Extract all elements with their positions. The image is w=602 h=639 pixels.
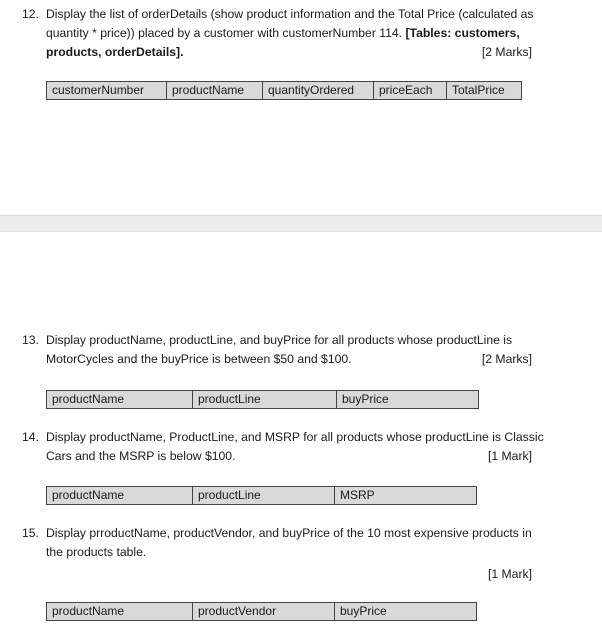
question-text-line: quantity * price)) placed by a customer with customerNumber 114. [Tables: customers, [46,26,520,40]
question-text-line: Display prroductName, productVendor, and buyPrice of the 10 most expensive products in [46,526,532,540]
column-header: productLine [193,391,337,408]
column-header: priceEach [374,82,447,99]
answer-table-header [46,390,479,409]
column-header: productLine [193,487,335,504]
tables-note-continued: products, orderDetails]. [46,45,184,59]
question-number: 14. [22,430,39,444]
column-header: buyPrice [342,392,389,406]
marks-label: [1 Mark] [487,449,532,463]
question-number: 12. [22,7,39,21]
question-text-line: Cars and the MSRP is below $100. [46,449,236,463]
column-header: quantityOrdered [263,82,374,99]
column-header: productName [47,391,193,408]
answer-table-header [46,81,522,100]
marks-label: [2 Marks] [481,45,532,59]
answer-table-header [46,486,477,505]
column-header: productName [47,487,193,504]
question-text-line: Display productName, productLine, and buyPrice for all products whose productLine is [46,333,513,347]
question-text-line: the products table. [46,545,147,559]
column-header: MSRP [340,488,375,502]
column-header: customerNumber [47,82,167,99]
page-break [0,215,602,232]
column-header: TotalPrice [452,83,505,97]
column-header: productVendor [193,603,335,620]
column-header: productName [47,603,193,620]
tables-note: [Tables: customers, [405,26,520,40]
marks-label: [2 Marks] [481,352,532,366]
question-number: 15. [22,526,39,540]
question-text-line: Display the list of orderDetails (show product information and the Total Price (calculated as [46,7,534,21]
question-text-line: Display productName, ProductLine, and MSRP for all products whose productLine is Classic [46,430,544,444]
question-text-line: MotorCycles and the buyPrice is between $50 and $100. [46,352,352,366]
column-header: productName [167,82,263,99]
answer-table-header [46,602,477,621]
marks-label: [1 Mark] [487,567,532,581]
column-header: buyPrice [340,604,387,618]
question-number: 13. [22,333,39,347]
